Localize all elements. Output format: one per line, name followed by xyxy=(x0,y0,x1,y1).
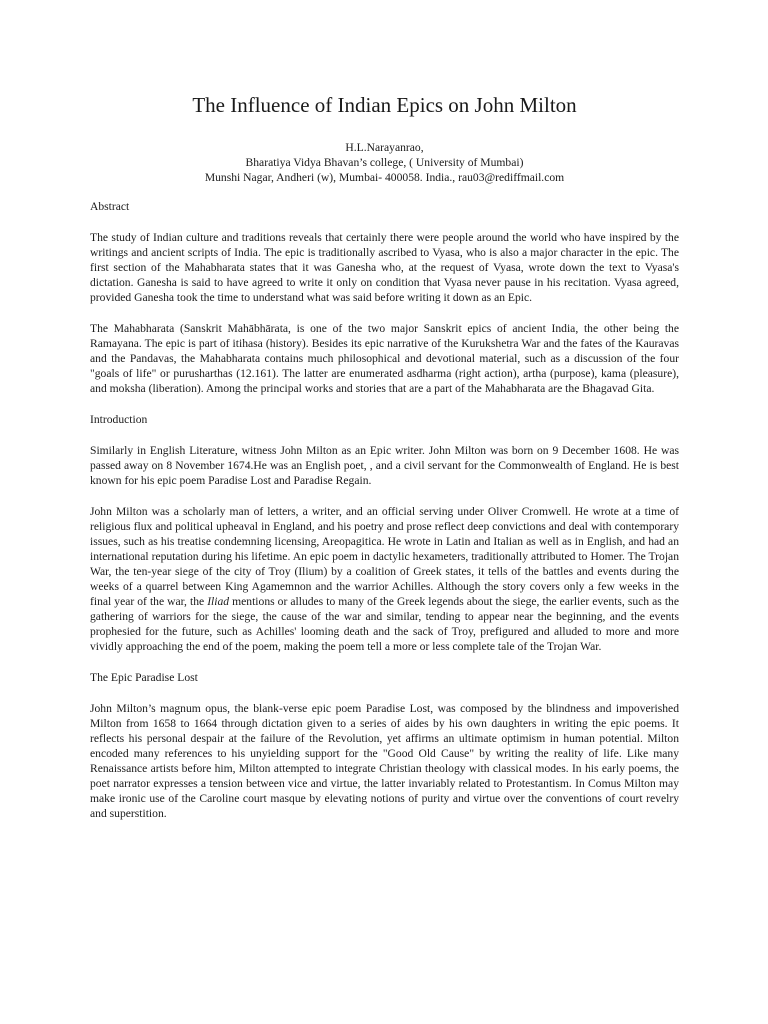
intro-p2-text-b: mentions or alludes to many of the Greek legends about the siege, the earlier events, such as the gathering of warriors for the siege, the cause of the war and similar, tending to appear near the beginning, and the events prophesied for the future, such as Achilles' looming death and the sack of Troy, prefigured and alluded to more and more vividly approaching the end of the poem, making the poem tell a more or less complete tale of the Trojan War. xyxy=(90,595,679,653)
paradise-lost-heading: The Epic Paradise Lost xyxy=(90,671,198,684)
abstract-paragraph-1: The study of Indian culture and traditions reveals that certainly there were people around the world who have inspired by the writings and ancient scripts of India. The epic is traditionally ascribed to Vyasa, who is also a major character in the epic. The first section of the Mahabharata states that it was Ganesha who, at the request of Vyasa, wrote down the text to Vyasa's dictation. Ganesha is said to have agreed to write it only on condition that Vyasa never pause in his recitation. Vyasa agreed, provided Ganesha took the time to understand what was said before writing it down as an Epic. xyxy=(90,231,679,304)
author-name: H.L.Narayanrao, xyxy=(345,141,424,154)
document-title: The Influence of Indian Epics on John Milton xyxy=(192,93,577,117)
abstract-paragraph-2: The Mahabharata (Sanskrit Mahābhārata, is one of the two major Sanskrit epics of ancient India, the other being the Ramayana. The epic is part of itihasa (history). Besides its epic narrative of the Kurukshetra War and the fates of the Kauravas and the Pandavas, the Mahabharata contains much philosophical and devotional material, such as a discussion of the four "goals of life" or purusharthas (12.161). The latter are enumerated asdharma (right action), artha (purpose), kama (pleasure), and moksha (liberation). Among the principal works and stories that are a part of the Mahabharata are the Bhagavad Gita. xyxy=(90,322,679,395)
author-address: Munshi Nagar, Andheri (w), Mumbai- 400058. India., rau03@rediffmail.com xyxy=(204,171,565,184)
introduction-paragraph-2 xyxy=(90,504,679,654)
intro-p2-text-a: John Milton was a scholarly man of letters, a writer, and an official serving under Oliver Cromwell. He wrote at a time of religious flux and political upheaval in England, and his poetry and prose reflect deep convictions and deal with contemporary issues, such as his treatise condemning licensing, Areopagitica. He wrote in Latin and Italian as well as in English, and had an international reputation during his lifetime. An epic poem in dactylic hexameters, traditionally attributed to Homer. The Trojan War, the ten-year siege of the city of Troy (Ilium) by a coalition of Greek states, it tells of the battles and events during the weeks of a quarrel between King Agamemnon and the warrior Achilles. Although the story covers only a few weeks in the final year of the war, the xyxy=(90,505,679,608)
paradise-lost-paragraph: John Milton’s magnum opus, the blank-verse epic poem Paradise Lost, was composed by the blindness and impoverished Milton from 1658 to 1664 through dictation given to a series of aides by his own daughters in writing the epic poems. It reflects his personal despair at the failure of the Revolution, yet affirms an ultimate optimism in human potential. Milton encoded many references to his unyielding support for the "Good Old Cause" by writing the reality of life. Like many Renaissance artists before him, Milton attempted to integrate Christian theology with classical modes. In his early poems, the poet narrator expresses a tension between vice and virtue, the latter invariably related to Protestantism. In Comus Milton may make ironic use of the Caroline court masque by elevating notions of purity and virtue over the conventions of court revelry and superstition. xyxy=(90,702,679,820)
abstract-heading: Abstract xyxy=(90,200,130,213)
introduction-heading: Introduction xyxy=(90,413,148,426)
author-block xyxy=(90,140,679,185)
author-affiliation: Bharatiya Vidya Bhavan’s college, ( University of Mumbai) xyxy=(245,156,524,169)
iliad-italic: Iliad xyxy=(207,595,230,608)
introduction-paragraph-1: Similarly in English Literature, witness John Milton as an Epic writer. John Milton was born on 9 December 1608. He was passed away on 8 November 1674.He was an English poet, , and a civil servant for the Commonwealth of England. He is best known for his epic poem Paradise Lost and Paradise Regain. xyxy=(90,444,679,487)
